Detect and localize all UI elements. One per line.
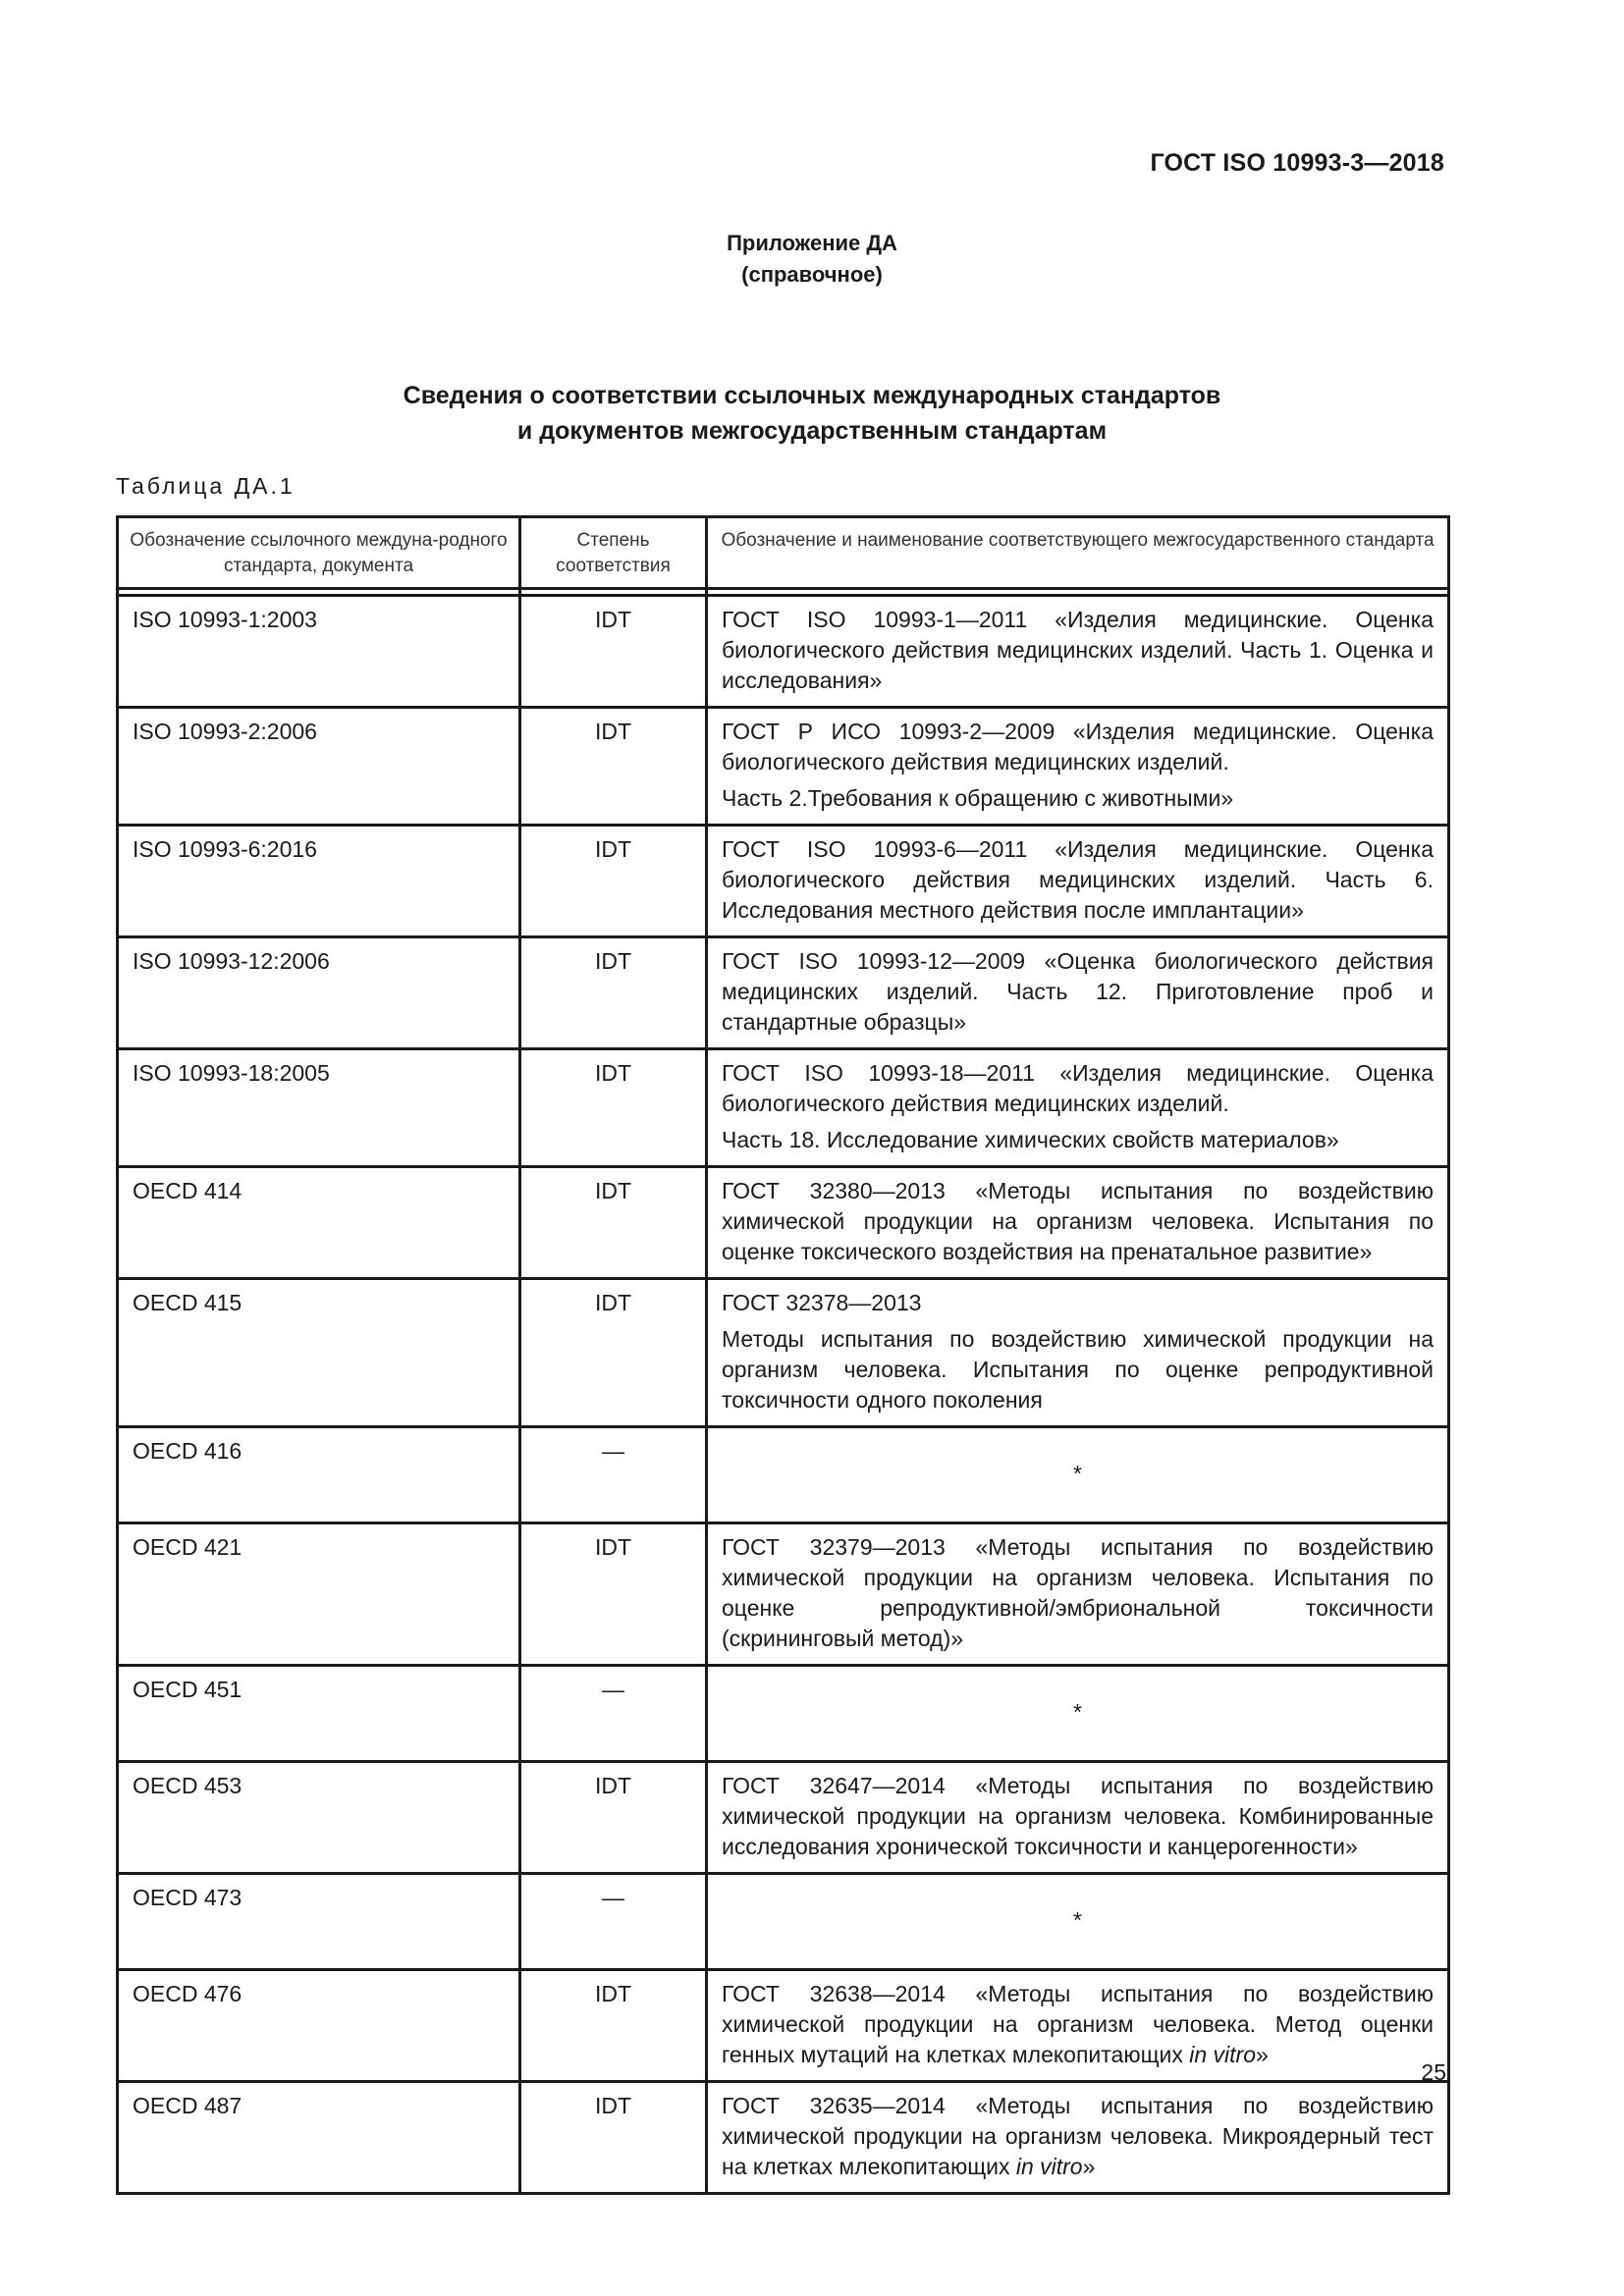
annex-heading (0, 228, 1624, 291)
degree-cell: IDT (520, 1049, 707, 1167)
standard-text-part: ГОСТ 32635—2014 «Методы испытания по воздействию химической продукции на организм человека. Микроядерный тест на клетках млекопитающих (722, 2093, 1434, 2179)
reference-standard-cell: ISO 10993-6:2016 (118, 826, 520, 937)
reference-standard-cell: ISO 10993-12:2006 (118, 937, 520, 1049)
reference-standard-cell: OECD 487 (118, 2082, 520, 2194)
standard-text: ГОСТ 32379—2013 «Методы испытания по воздействию химической продукции на организм человека. Испытания по оценке репродуктивной/эмбриональной токсичности (скрининговый метод)» (722, 1534, 1434, 1651)
interstate-standard-cell (707, 1666, 1449, 1762)
reference-standard-cell: OECD 421 (118, 1523, 520, 1666)
degree-cell: IDT (520, 1762, 707, 1874)
interstate-standard-cell (707, 1970, 1449, 2082)
section-title (0, 378, 1624, 449)
interstate-standard-cell (707, 1279, 1449, 1427)
section-title-line-2: и документов межгосударственным стандартам (516, 417, 1108, 445)
degree-cell: IDT (520, 937, 707, 1049)
annex-title: Приложение ДА (727, 231, 897, 255)
degree-cell: IDT (520, 1523, 707, 1666)
standard-text (722, 1979, 1434, 2070)
annex-subtitle: (справочное) (741, 262, 883, 287)
degree-cell: IDT (520, 2082, 707, 2194)
table-row (118, 1279, 1449, 1427)
table-row (118, 1167, 1449, 1279)
degree-cell: — (520, 1427, 707, 1523)
document-code: ГОСТ ISO 10993-3—2018 (1150, 149, 1444, 177)
table-row (118, 1762, 1449, 1874)
degree-cell: IDT (520, 826, 707, 937)
standard-text: Методы испытания по воздействию химической продукции на организм человека. Испытания по оценке репродуктивной токсичности одного поколения (722, 1326, 1434, 1413)
degree-cell: IDT (520, 708, 707, 826)
standard-text: Часть 18. Исследование химических свойств материалов» (722, 1127, 1339, 1152)
reference-standard-cell: OECD 414 (118, 1167, 520, 1279)
reference-standard-cell: OECD 476 (118, 1970, 520, 2082)
no-equivalent-marker: * (1073, 1699, 1082, 1725)
degree-cell: IDT (520, 596, 707, 708)
column-header-interstate-standard: Обозначение и наименование соответствующего межгосударственного стандарта (707, 517, 1449, 589)
table-row (118, 708, 1449, 826)
interstate-standard-cell (707, 1427, 1449, 1523)
reference-standard-cell: OECD 415 (118, 1279, 520, 1427)
degree-cell: — (520, 1874, 707, 1970)
degree-cell: IDT (520, 1279, 707, 1427)
degree-cell: — (520, 1666, 707, 1762)
reference-standard-cell: OECD 453 (118, 1762, 520, 1874)
reference-standard-cell: OECD 416 (118, 1427, 520, 1523)
standard-text: ГОСТ 32378—2013 (722, 1290, 922, 1315)
section-title-line-1: Сведения о соответствии ссылочных международных стандартов (403, 382, 1221, 409)
standard-text: ГОСТ ISO 10993-18—2011 «Изделия медицинские. Оценка биологического действия медицинских изделий. (722, 1060, 1434, 1116)
standards-correspondence-table (116, 515, 1450, 2195)
table-row (118, 1049, 1449, 1167)
degree-cell: IDT (520, 1970, 707, 2082)
interstate-standard-cell (707, 596, 1449, 708)
standard-text: ГОСТ Р ИСО 10993-2—2009 «Изделия медицинские. Оценка биологического действия медицинских изделий. (722, 719, 1434, 774)
interstate-standard-cell (707, 1874, 1449, 1970)
interstate-standard-cell (707, 937, 1449, 1049)
standard-text: ГОСТ ISO 10993-12—2009 «Оценка биологического действия медицинских изделий. Часть 12. Приготовление проб и стандартные образцы» (722, 948, 1434, 1035)
table-row (118, 1666, 1449, 1762)
italic-term: in vitro (1015, 2154, 1083, 2179)
standard-text: ГОСТ 32647—2014 «Методы испытания по воздействию химической продукции на организм человека. Комбинированные исследования хронической токсичности и канцерогенности» (722, 1773, 1434, 1859)
column-header-degree: Степень соответствия (520, 517, 707, 589)
table-row (118, 826, 1449, 937)
standard-text-part: » (1256, 2042, 1269, 2067)
interstate-standard-cell (707, 1762, 1449, 1874)
reference-standard-cell: OECD 473 (118, 1874, 520, 1970)
italic-term: in vitro (1189, 2042, 1257, 2067)
interstate-standard-cell (707, 1167, 1449, 1279)
table-row (118, 937, 1449, 1049)
reference-standard-cell: ISO 10993-2:2006 (118, 708, 520, 826)
standard-text: ГОСТ 32380—2013 «Методы испытания по воздействию химической продукции на организм человека. Испытания по оценке токсического воздействия на пренатальное развитие» (722, 1178, 1434, 1264)
reference-standard-cell: ISO 10993-1:2003 (118, 596, 520, 708)
header-separator (118, 589, 1449, 596)
table-header-row (118, 517, 1449, 589)
table-row (118, 1523, 1449, 1666)
reference-standard-cell: OECD 451 (118, 1666, 520, 1762)
column-header-reference: Обозначение ссылочного междуна-родного стандарта, документа (118, 517, 520, 589)
degree-cell: IDT (520, 1167, 707, 1279)
standard-text-part: » (1082, 2154, 1096, 2179)
table-row (118, 1970, 1449, 2082)
reference-standard-cell: ISO 10993-18:2005 (118, 1049, 520, 1167)
interstate-standard-cell (707, 1523, 1449, 1666)
standard-text-part: ГОСТ 32638—2014 «Методы испытания по воздействию химической продукции на организм человека. Метод оценки генных мутаций на клетках млекопитающих (722, 1981, 1434, 2067)
interstate-standard-cell (707, 826, 1449, 937)
standard-text (722, 2091, 1434, 2182)
table-row (118, 2082, 1449, 2194)
interstate-standard-cell (707, 708, 1449, 826)
standard-text: ГОСТ ISO 10993-6—2011 «Изделия медицинские. Оценка биологического действия медицинских изделий. Часть 6. Исследования местного действия после имплантации» (722, 836, 1434, 923)
table-row (118, 1874, 1449, 1970)
table-caption: Таблица ДА.1 (116, 473, 296, 499)
standard-text: Часть 2.Требования к обращению с животными» (722, 785, 1234, 811)
table-row (118, 596, 1449, 708)
standard-text: ГОСТ ISO 10993-1—2011 «Изделия медицинские. Оценка биологического действия медицинских изделий. Часть 1. Оценка и исследования» (722, 607, 1434, 693)
interstate-standard-cell (707, 1049, 1449, 1167)
no-equivalent-marker: * (1073, 1461, 1082, 1486)
interstate-standard-cell (707, 2082, 1449, 2194)
page-number: 25 (1421, 2059, 1446, 2085)
table-row (118, 1427, 1449, 1523)
no-equivalent-marker: * (1073, 1907, 1082, 1933)
